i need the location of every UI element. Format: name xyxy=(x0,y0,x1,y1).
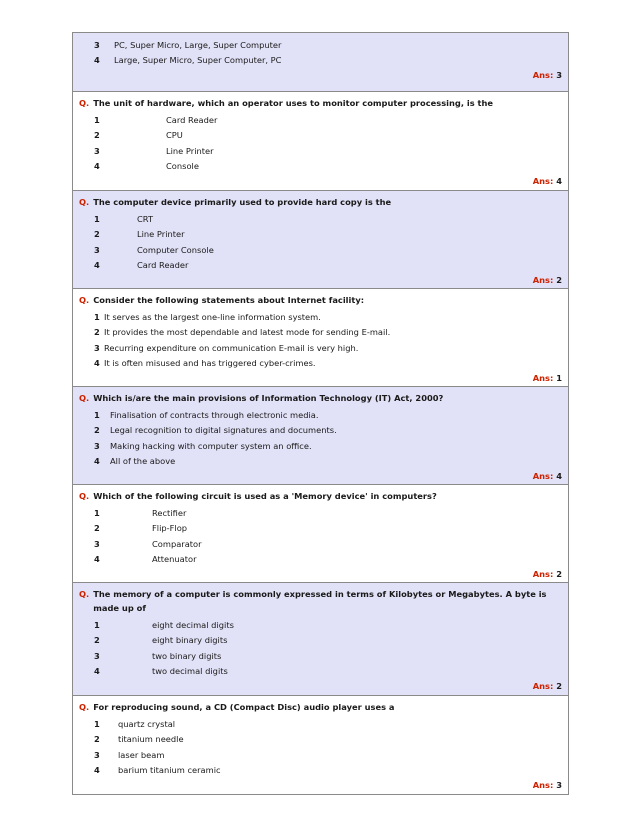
question-line xyxy=(79,700,562,714)
answer-value: 3 xyxy=(556,70,562,80)
option-text: It serves as the largest one-line information system. xyxy=(104,311,321,322)
question-block xyxy=(72,190,569,288)
answer-line xyxy=(79,679,562,693)
question-text: Which is/are the main provisions of Information Technology (IT) Act, 2000? xyxy=(93,393,444,403)
option-number: 1 xyxy=(94,507,100,518)
option-row xyxy=(79,37,562,53)
question-label: Q. xyxy=(79,393,90,403)
option-row xyxy=(79,242,562,258)
answer-value: 1 xyxy=(556,373,562,383)
question-line xyxy=(79,489,562,503)
question-label: Q. xyxy=(79,98,90,108)
option-text: All of the above xyxy=(110,456,176,467)
answer-label: Ans: xyxy=(532,681,554,691)
option-row xyxy=(79,648,562,664)
option-text: two binary digits xyxy=(152,650,222,661)
option-number: 4 xyxy=(94,358,100,369)
option-row xyxy=(79,423,562,439)
question-line xyxy=(79,96,562,110)
answer-value: 4 xyxy=(556,176,562,186)
answer-value: 3 xyxy=(556,780,562,790)
option-number: 2 xyxy=(94,523,100,534)
option-number: 3 xyxy=(94,39,100,50)
option-text: It provides the most dependable and latest mode for sending E-mail. xyxy=(104,327,391,338)
answer-label: Ans: xyxy=(532,471,554,481)
option-number: 2 xyxy=(94,425,100,436)
option-row xyxy=(79,128,562,144)
option-number: 1 xyxy=(94,114,100,125)
answer-line xyxy=(79,469,562,483)
answer-line xyxy=(79,371,562,385)
option-text: Legal recognition to digital signatures and documents. xyxy=(110,425,337,436)
question-label: Q. xyxy=(79,491,90,501)
option-row xyxy=(79,340,562,356)
question-text: Which of the following circuit is used as a 'Memory device' in computers? xyxy=(93,491,437,501)
option-row xyxy=(79,505,562,521)
option-text: It is often misused and has triggered cyber-crimes. xyxy=(104,358,316,369)
option-number: 2 xyxy=(94,734,100,745)
option-row xyxy=(79,356,562,372)
option-row xyxy=(79,143,562,159)
question-label: Q. xyxy=(79,197,90,207)
option-number: 1 xyxy=(94,718,100,729)
option-row xyxy=(79,407,562,423)
answer-label: Ans: xyxy=(532,780,554,790)
answer-label: Ans: xyxy=(532,70,554,80)
question-line xyxy=(79,195,562,209)
question-line xyxy=(79,391,562,405)
option-text: eight binary digits xyxy=(152,635,228,646)
option-row xyxy=(79,747,562,763)
option-row xyxy=(79,664,562,680)
quiz-page xyxy=(72,32,569,795)
question-text: The computer device primarily used to provide hard copy is the xyxy=(93,197,392,207)
option-row xyxy=(79,159,562,175)
answer-label: Ans: xyxy=(532,569,554,579)
option-text: Finalisation of contracts through electronic media. xyxy=(110,409,319,420)
option-row xyxy=(79,716,562,732)
answer-label: Ans: xyxy=(532,176,554,186)
question-block xyxy=(72,91,569,190)
option-number: 4 xyxy=(94,456,100,467)
option-text: Line Printer xyxy=(166,145,214,156)
answer-line xyxy=(79,273,562,287)
option-text: PC, Super Micro, Large, Super Computer xyxy=(114,39,282,50)
option-number: 3 xyxy=(94,650,100,661)
question-block xyxy=(72,582,569,695)
option-number: 1 xyxy=(94,311,100,322)
option-text: Computer Console xyxy=(137,244,214,255)
answer-line xyxy=(79,778,562,792)
question-line xyxy=(79,587,562,615)
option-text: Large, Super Micro, Super Computer, PC xyxy=(114,55,282,66)
option-text: Making hacking with computer system an office. xyxy=(110,440,312,451)
option-text: Attenuator xyxy=(152,554,197,565)
option-number: 4 xyxy=(94,554,100,565)
option-number: 4 xyxy=(94,55,100,66)
option-number: 2 xyxy=(94,635,100,646)
question-label: Q. xyxy=(79,589,90,599)
option-number: 4 xyxy=(94,161,100,172)
option-text: Line Printer xyxy=(137,229,185,240)
option-number: 2 xyxy=(94,327,100,338)
option-text: Comparator xyxy=(152,538,202,549)
option-row xyxy=(79,617,562,633)
question-label: Q. xyxy=(79,295,90,305)
option-number: 2 xyxy=(94,229,100,240)
option-row xyxy=(79,521,562,537)
question-text: Consider the following statements about Internet facility: xyxy=(93,295,365,305)
option-number: 2 xyxy=(94,130,100,141)
answer-value: 4 xyxy=(556,471,562,481)
question-block xyxy=(72,32,569,91)
option-number: 1 xyxy=(94,619,100,630)
answer-label: Ans: xyxy=(532,275,554,285)
option-text: CPU xyxy=(166,130,183,141)
option-text: quartz crystal xyxy=(118,718,176,729)
option-number: 3 xyxy=(94,244,100,255)
option-number: 1 xyxy=(94,409,100,420)
option-text: titanium needle xyxy=(118,734,184,745)
option-row xyxy=(79,227,562,243)
option-row xyxy=(79,633,562,649)
option-row xyxy=(79,112,562,128)
option-row xyxy=(79,258,562,274)
answer-label: Ans: xyxy=(532,373,554,383)
option-number: 3 xyxy=(94,749,100,760)
question-block xyxy=(72,695,569,795)
answer-value: 2 xyxy=(556,681,562,691)
option-text: Card Reader xyxy=(166,114,218,125)
option-number: 4 xyxy=(94,765,100,776)
option-text: CRT xyxy=(137,213,154,224)
option-text: two decimal digits xyxy=(152,666,228,677)
option-text: barium titanium ceramic xyxy=(118,765,221,776)
option-row xyxy=(79,309,562,325)
option-number: 3 xyxy=(94,342,100,353)
option-row xyxy=(79,53,562,69)
option-number: 3 xyxy=(94,440,100,451)
option-text: eight decimal digits xyxy=(152,619,234,630)
option-row xyxy=(79,211,562,227)
question-line xyxy=(79,293,562,307)
option-number: 4 xyxy=(94,666,100,677)
option-text: Console xyxy=(166,161,199,172)
answer-line xyxy=(79,68,562,82)
option-text: Flip-Flop xyxy=(152,523,188,534)
option-row xyxy=(79,763,562,779)
question-text: The unit of hardware, which an operator uses to monitor computer processing, is the xyxy=(93,98,494,108)
option-text: Card Reader xyxy=(137,260,189,271)
option-row xyxy=(79,732,562,748)
question-text: The memory of a computer is commonly expressed in terms of Kilobytes or Megabytes. A byte is made up of xyxy=(93,589,547,613)
option-row xyxy=(79,438,562,454)
option-text: Rectifier xyxy=(152,507,187,518)
answer-value: 2 xyxy=(556,569,562,579)
answer-line xyxy=(79,174,562,188)
option-row xyxy=(79,552,562,568)
option-number: 4 xyxy=(94,260,100,271)
option-text: laser beam xyxy=(118,749,165,760)
option-number: 1 xyxy=(94,213,100,224)
question-block xyxy=(72,386,569,484)
option-text: Recurring expenditure on communication E-mail is very high. xyxy=(104,342,359,353)
question-label: Q. xyxy=(79,702,90,712)
option-row xyxy=(79,454,562,470)
question-block xyxy=(72,484,569,582)
option-number: 3 xyxy=(94,538,100,549)
option-row xyxy=(79,536,562,552)
question-block xyxy=(72,288,569,386)
option-row xyxy=(79,325,562,341)
answer-value: 2 xyxy=(556,275,562,285)
answer-line xyxy=(79,567,562,581)
option-number: 3 xyxy=(94,145,100,156)
question-text: For reproducing sound, a CD (Compact Disc) audio player uses a xyxy=(93,702,395,712)
